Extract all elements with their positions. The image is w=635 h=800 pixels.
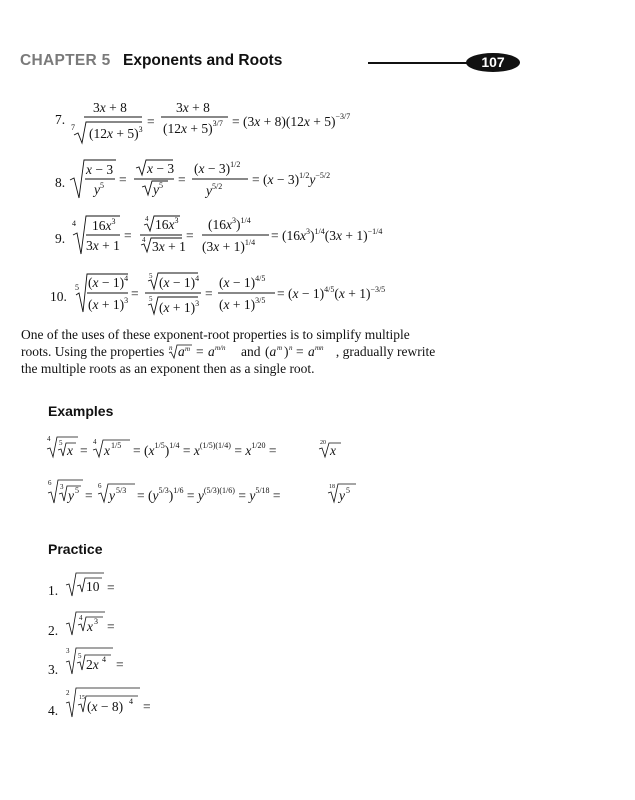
practice-3-expression <box>64 644 184 678</box>
p9-step2-denominator: $(3x + 1)^{1/4}$ <box>202 238 256 254</box>
practice-4-number: 4. <box>48 703 59 718</box>
svg-text:1/5: 1/5 <box>111 441 122 450</box>
svg-text:x: x <box>87 619 93 634</box>
svg-text:5: 5 <box>78 652 82 660</box>
practice-1-expression <box>64 570 184 600</box>
svg-text:4: 4 <box>47 435 51 443</box>
practice-3-number: 3. <box>48 662 59 677</box>
problem-10-number: 10. <box>50 289 67 304</box>
p10-result: = $(x - 1)^{4/5}(x + 1)^{-3/5}$ <box>277 285 386 301</box>
svg-text:6: 6 <box>98 482 102 490</box>
svg-text:= (y5/3)1/6 = y(5/3)(1/6) = y5: = $(y^{5/3})^{1/6} = y^{(5/3)(1/6)} = y^{5/18}$ = <box>137 486 281 503</box>
practice-2-number: 2. <box>48 623 59 638</box>
svg-text:2: 2 <box>66 689 70 697</box>
svg-text:18: 18 <box>329 484 335 490</box>
p9-result: = $(16x^3)^{1/4}(3x + 1)^{-1/4}$ <box>271 227 383 243</box>
p7-result: = $(3x + 8)(12x + 5)^{-3/7}$ <box>232 112 351 129</box>
svg-text:5: 5 <box>75 486 79 495</box>
svg-text:=: = <box>195 344 204 359</box>
svg-text:20: 20 <box>320 440 326 446</box>
problem-8-equation <box>68 156 448 208</box>
problem-7-equation <box>68 96 448 148</box>
p7-root-index: 7 <box>71 123 75 132</box>
svg-text:y: y <box>68 488 74 503</box>
svg-text:=: = <box>107 619 115 634</box>
p9-denominator: 3x + 1 <box>86 238 120 253</box>
svg-text:4: 4 <box>102 655 106 664</box>
property-2 <box>264 343 336 359</box>
p8-result: = $(x - 3)^{1/2}y^{-5/2}$ <box>252 171 331 187</box>
svg-text:2x: 2x <box>86 657 99 672</box>
header-rule <box>368 62 474 64</box>
svg-text:a: a <box>307 344 315 359</box>
example-2 <box>45 476 425 510</box>
svg-text:5/3: 5/3 <box>116 486 127 495</box>
svg-text:=: = <box>143 699 151 714</box>
svg-text:y: y <box>109 488 115 503</box>
svg-text:a: a <box>207 344 215 359</box>
svg-text:m: m <box>184 345 190 353</box>
p8-denominator: $y^5$ <box>94 181 104 197</box>
p7-step1-numerator: 3x + 8 <box>176 100 210 115</box>
p8-equals-1: = <box>119 172 127 187</box>
p9-numerator: $16x^3$ <box>92 217 116 233</box>
p7-step1-denominator: $(12x + 5)^{3/7}$ <box>163 119 223 136</box>
problem-7-number: 7. <box>55 112 66 127</box>
p10-denominator: $(x + 1)^3$ <box>88 296 129 312</box>
p10-numerator: $(x - 1)^4$ <box>88 274 129 290</box>
svg-text:(x − 8): (x − 8) <box>87 699 124 714</box>
problem-8-number: 8. <box>55 175 66 190</box>
svg-text:4: 4 <box>93 438 97 446</box>
svg-text:10: 10 <box>86 579 100 594</box>
svg-text:m/n: m/n <box>214 344 226 352</box>
p8-step2-denominator: $y^{5/2}$ <box>206 182 223 198</box>
p10-step2-denominator: $(x + 1)^{3/5}$ <box>219 296 266 312</box>
svg-text:y: y <box>339 488 345 503</box>
p8-step2-numerator: $(x - 3)^{1/2}$ <box>194 160 241 176</box>
svg-text:=: = <box>107 580 115 595</box>
svg-text:x: x <box>104 443 110 458</box>
practice-1-number: 1. <box>48 583 59 598</box>
p10-step1-numerator: $(x - 1)^4$ <box>159 274 200 290</box>
p9-equals-2: = <box>186 228 194 243</box>
svg-text:4: 4 <box>145 215 149 223</box>
svg-text:x: x <box>67 443 73 458</box>
p8-equals-2: = <box>178 172 186 187</box>
svg-text:5: 5 <box>149 272 153 280</box>
problem-9-equation <box>68 212 448 262</box>
svg-text:=: = <box>80 443 88 458</box>
svg-text:4: 4 <box>142 236 146 244</box>
p9-root-index: 4 <box>72 219 76 228</box>
p7-numerator: 3x + 8 <box>93 100 127 115</box>
svg-text:= (x1/5)1/4 = x(1/5)(1/4) = x1: = $(x^{1/5})^{1/4} = x^{(1/5)(1/4)} = x^{1/20}$ = <box>133 441 277 458</box>
svg-text:3: 3 <box>66 647 70 655</box>
example-1 <box>45 432 425 466</box>
svg-text:m: m <box>276 344 282 352</box>
p8-step1-denominator: $y^5$ <box>153 181 163 197</box>
p10-step2-numerator: $(x - 1)^{4/5}$ <box>219 274 266 290</box>
page-number: 107 <box>466 53 520 72</box>
svg-text:=: = <box>85 488 93 503</box>
p10-equals-1: = <box>131 286 139 301</box>
problem-10-equation <box>68 268 448 322</box>
p9-step2-numerator: $(16x^3)^{1/4}$ <box>208 216 251 232</box>
paragraph-line-2: roots. Using the properties n a m = a m/n and (a m ) n = a mn , gradually rewrite <box>21 344 436 359</box>
p7-inner-radicand: $(12x + 5)^3$ <box>89 125 143 141</box>
svg-text:n: n <box>168 344 173 352</box>
svg-text:5: 5 <box>149 295 153 303</box>
p8-numerator: x − 3 <box>86 162 114 177</box>
svg-text:n: n <box>288 344 293 352</box>
chapter-label: CHAPTER 5 <box>20 52 111 69</box>
svg-text:=: = <box>116 657 124 672</box>
svg-text:4: 4 <box>79 614 83 622</box>
svg-text:5: 5 <box>346 486 350 495</box>
p10-root-index: 5 <box>75 283 79 292</box>
p9-equals-1: = <box>124 228 132 243</box>
svg-text:): ) <box>283 344 289 359</box>
practice-2-expression <box>64 609 184 639</box>
svg-text:4: 4 <box>129 697 133 706</box>
p8-step1-numerator: x − 3 <box>147 161 175 176</box>
practice-heading: Practice <box>48 541 103 557</box>
svg-text:6: 6 <box>48 479 52 487</box>
intro-paragraph <box>21 326 453 377</box>
svg-text:x: x <box>330 443 336 458</box>
examples-heading: Examples <box>48 403 114 419</box>
p10-step1-denominator: $(x + 1)^3$ <box>159 299 200 315</box>
problem-9-number: 9. <box>55 231 66 246</box>
p10-equals-2: = <box>205 286 213 301</box>
chapter-title: Exponents and Roots <box>123 52 283 69</box>
property-1 <box>168 343 238 359</box>
svg-text:15: 15 <box>79 695 85 701</box>
svg-text:a: a <box>177 344 185 359</box>
paragraph-line-3: the multiple roots as an exponent then as a single root. <box>21 361 315 376</box>
svg-text:=: = <box>295 344 304 359</box>
p9-step1-numerator: $16x^3$ <box>155 216 179 232</box>
p9-step1-denominator: 3x + 1 <box>152 239 186 254</box>
svg-text:mn: mn <box>314 344 324 352</box>
svg-text:3: 3 <box>94 617 98 626</box>
svg-text:(a: (a <box>264 344 277 359</box>
practice-4-expression <box>64 684 204 720</box>
svg-text:5: 5 <box>59 439 63 447</box>
paragraph-line-1: One of the uses of these exponent-root properties is to simplify multiple <box>21 327 410 342</box>
svg-text:3: 3 <box>60 483 64 491</box>
p7-equals-1: = <box>147 114 155 129</box>
